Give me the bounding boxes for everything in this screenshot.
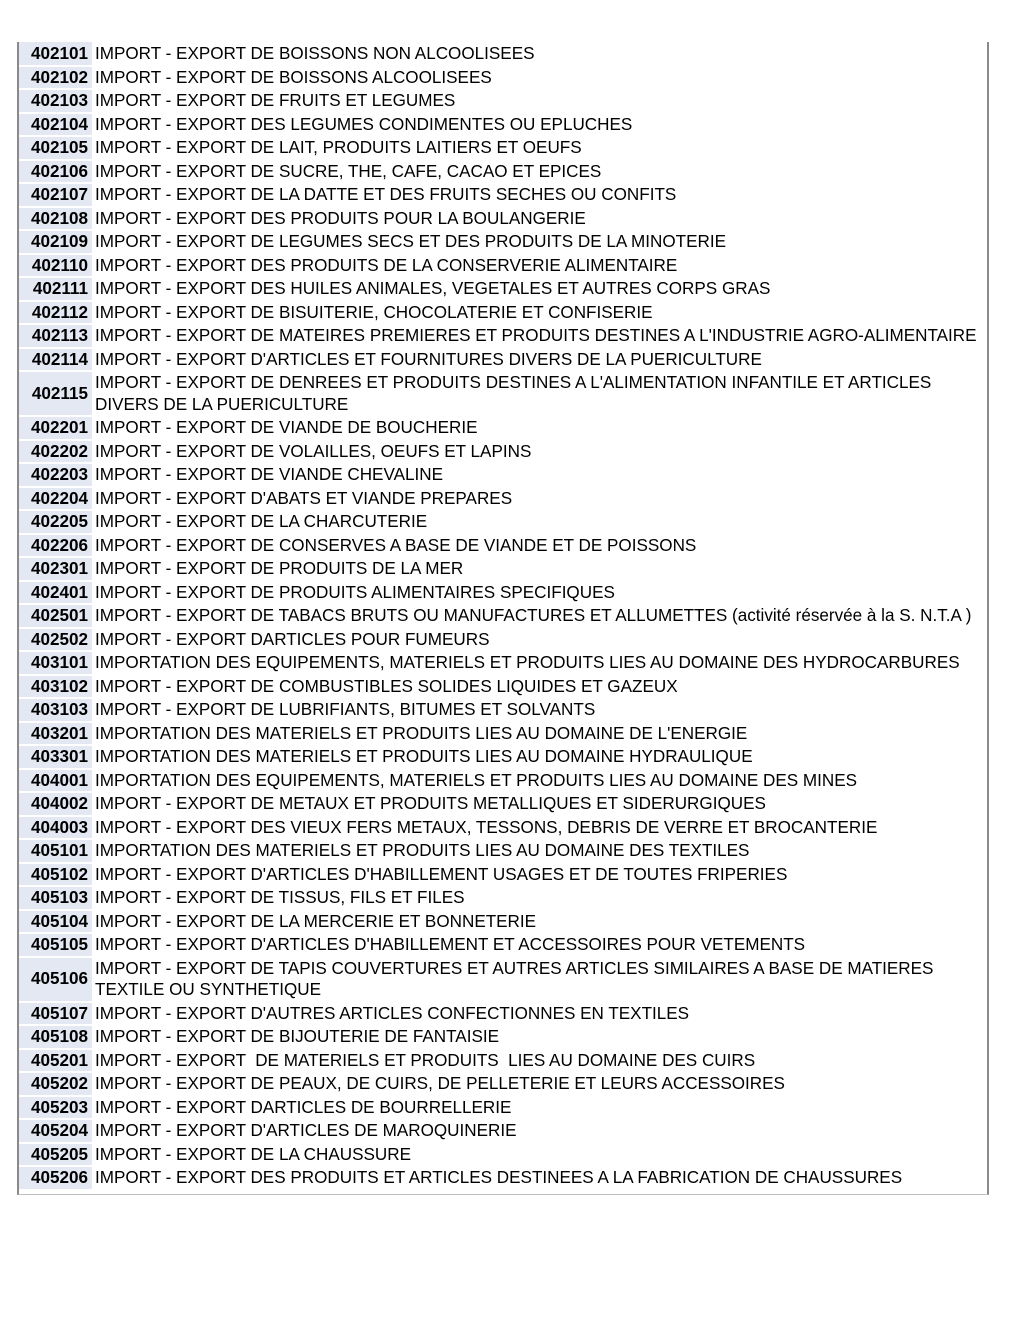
table-row	[19, 1025, 987, 1049]
activity-label: IMPORT - EXPORT DES PRODUITS DE LA CONSERVERIE ALIMENTAIRE	[95, 255, 678, 275]
table-row	[19, 510, 987, 534]
table-row	[19, 207, 987, 231]
table-row	[19, 463, 987, 487]
activity-code: 402205	[19, 510, 92, 534]
table-row	[19, 113, 987, 137]
activity-code: 402113	[19, 324, 92, 348]
table-row	[19, 910, 987, 934]
table-row	[19, 839, 987, 863]
table-row	[19, 1002, 987, 1026]
table-row	[19, 230, 987, 254]
activity-label: IMPORT - EXPORT D'ARTICLES D'HABILLEMENT USAGES ET DE TOUTES FRIPERIES	[95, 864, 788, 884]
activity-label: IMPORT - EXPORT DE VIANDE CHEVALINE	[95, 465, 443, 484]
activity-code: 402301	[19, 557, 92, 581]
activity-code: 402109	[19, 230, 92, 254]
activity-label: IMPORTATION DES EQUIPEMENTS, MATERIELS ET PRODUITS LIES AU DOMAINE DES MINES	[95, 770, 858, 790]
activity-label: IMPORT - EXPORT DE PRODUITS ALIMENTAIRES SPECIFIQUES	[95, 582, 615, 602]
activity-code: 405103	[19, 886, 92, 910]
activity-code: 402502	[19, 628, 92, 652]
activity-label: IMPORT - EXPORT DE LUBRIFIANTS, BITUMES ET SOLVANTS	[95, 700, 596, 719]
activity-code: 405106	[19, 957, 92, 1002]
activity-label: IMPORT - EXPORT DES PRODUITS ET ARTICLES DESTINEES A LA FABRICATION DE CHAUSSURES	[95, 1168, 903, 1187]
table-row	[19, 66, 987, 90]
activity-label: IMPORT - EXPORT DE LA MERCERIE ET BONNETERIE	[95, 911, 537, 931]
table-row	[19, 1166, 987, 1190]
activity-label: IMPORT - EXPORT DE MATERIELS ET PRODUITS LIES AU DOMAINE DES CUIRS	[95, 1050, 756, 1070]
table-row	[19, 628, 987, 652]
activity-label: IMPORT - EXPORT D'ABATS ET VIANDE PREPARES	[95, 488, 513, 508]
table-row	[19, 557, 987, 581]
table-row	[19, 324, 987, 348]
activity-code: 402106	[19, 160, 92, 184]
activity-label: IMPORTATION DES EQUIPEMENTS, MATERIELS ET PRODUITS LIES AU DOMAINE DES HYDROCARBURES	[95, 653, 960, 672]
table-row	[19, 416, 987, 440]
activity-label: IMPORT - EXPORT DE BIJOUTERIE DE FANTAISIE	[95, 1027, 499, 1046]
activity-code: 402114	[19, 348, 92, 372]
activity-label: IMPORTATION DES MATERIELS ET PRODUITS LIES AU DOMAINE DES TEXTILES	[95, 841, 750, 860]
activity-label: IMPORT - EXPORT DARTICLES POUR FUMEURS	[95, 629, 490, 649]
activity-code: 405102	[19, 863, 92, 887]
activity-code: 403101	[19, 651, 92, 675]
activity-code: 402206	[19, 534, 92, 558]
table-row	[19, 933, 987, 957]
activity-code: 402104	[19, 113, 92, 137]
table-row	[19, 42, 987, 66]
table-row	[19, 581, 987, 605]
activity-label: IMPORT - EXPORT DE LAIT, PRODUITS LAITIERS ET OEUFS	[95, 138, 582, 157]
activity-label: IMPORT - EXPORT DES PRODUITS POUR LA BOULANGERIE	[95, 208, 586, 228]
table-row	[19, 534, 987, 558]
table-row	[19, 487, 987, 511]
activity-code: 405203	[19, 1096, 92, 1120]
activity-code: 405204	[19, 1119, 92, 1143]
activity-label: IMPORT - EXPORT DE MATEIRES PREMIERES ET PRODUITS DESTINES A L'INDUSTRIE AGRO-ALIMENTAIRE	[95, 326, 977, 345]
activity-code: 402105	[19, 136, 92, 160]
activity-label: IMPORTATION DES MATERIELS ET PRODUITS LIES AU DOMAINE DE L'ENERGIE	[95, 723, 748, 743]
table-row	[19, 348, 987, 372]
activity-label: IMPORT - EXPORT DE PRODUITS DE LA MER	[95, 559, 464, 578]
activity-label: IMPORT - EXPORT DES HUILES ANIMALES, VEGETALES ET AUTRES CORPS GRAS	[95, 279, 771, 298]
activity-code: 403201	[19, 722, 92, 746]
activity-code: 402501	[19, 604, 92, 628]
table-row	[19, 136, 987, 160]
table-row	[19, 183, 987, 207]
table-row	[19, 769, 987, 793]
table-row	[19, 254, 987, 278]
activity-code: 404001	[19, 769, 92, 793]
activity-label: IMPORT - EXPORT DE METAUX ET PRODUITS METALLIQUES ET SIDERURGIQUES	[95, 794, 766, 813]
activity-label: IMPORT - EXPORT D'ARTICLES D'HABILLEMENT ET ACCESSOIRES POUR VETEMENTS	[95, 935, 806, 954]
activity-code: 402202	[19, 440, 92, 464]
table-row	[19, 1143, 987, 1167]
activity-code: 402108	[19, 207, 92, 231]
activity-code: 402204	[19, 487, 92, 511]
table-row	[19, 1049, 987, 1073]
activity-label: IMPORT - EXPORT D'AUTRES ARTICLES CONFECTIONNES EN TEXTILES	[95, 1003, 690, 1023]
activity-code: 405108	[19, 1025, 92, 1049]
activity-label: IMPORT - EXPORT DE VIANDE DE BOUCHERIE	[95, 418, 478, 437]
activity-code: 405206	[19, 1166, 92, 1190]
activity-code: 405202	[19, 1072, 92, 1096]
activity-label: IMPORT - EXPORT DE PEAUX, DE CUIRS, DE PELLETERIE ET LEURS ACCESSOIRES	[95, 1074, 785, 1093]
activity-code: 402103	[19, 89, 92, 113]
activity-code: 405107	[19, 1002, 92, 1026]
table-row	[19, 722, 987, 746]
activity-label: IMPORT - EXPORT DE DENREES ET PRODUITS DESTINES A L'ALIMENTATION INFANTILE ET ARTICLES DIVERS DE LA PUERICULTURE	[95, 373, 937, 414]
activity-code: 405205	[19, 1143, 92, 1167]
activity-label: IMPORT - EXPORT DE BISUITERIE, CHOCOLATERIE ET CONFISERIE	[95, 302, 653, 322]
activity-label: IMPORT - EXPORT DE SUCRE, THE, CAFE, CACAO ET EPICES	[95, 161, 602, 181]
activity-code: 403102	[19, 675, 92, 699]
table-row	[19, 371, 987, 416]
activity-label: IMPORT - EXPORT DE CONSERVES A BASE DE VIANDE ET DE POISSONS	[95, 535, 697, 555]
activity-label: IMPORT - EXPORT DE FRUITS ET LEGUMES	[95, 91, 456, 110]
activity-label: IMPORT - EXPORT D'ARTICLES DE MAROQUINERIE	[95, 1121, 517, 1140]
table-row	[19, 277, 987, 301]
activity-code: 405105	[19, 933, 92, 957]
activity-label: IMPORT - EXPORT DES VIEUX FERS METAUX, TESSONS, DEBRIS DE VERRE ET BROCANTERIE	[95, 817, 878, 837]
table-row	[19, 604, 987, 628]
table-row	[19, 301, 987, 325]
table-row	[19, 89, 987, 113]
activity-code: 402401	[19, 581, 92, 605]
activity-code: 402115	[19, 371, 92, 416]
table-row	[19, 440, 987, 464]
table-row	[19, 886, 987, 910]
activity-label: IMPORT - EXPORT DE LA DATTE ET DES FRUITS SECHES OU CONFITS	[95, 185, 677, 204]
table-row	[19, 863, 987, 887]
activity-label: IMPORT - EXPORT DE TABACS BRUTS OU MANUFACTURES ET ALLUMETTES (activité réservée à la S. N.T.A )	[95, 606, 972, 625]
table-row	[19, 816, 987, 840]
table-row	[19, 745, 987, 769]
activity-code: 402101	[19, 42, 92, 66]
activity-code: 404002	[19, 792, 92, 816]
activity-label: IMPORT - EXPORT DE COMBUSTIBLES SOLIDES LIQUIDES ET GAZEUX	[95, 676, 678, 696]
activity-label: IMPORT - EXPORT DE LA CHARCUTERIE	[95, 512, 428, 531]
activity-code: 403301	[19, 745, 92, 769]
activity-label: IMPORT - EXPORT DE TAPIS COUVERTURES ET AUTRES ARTICLES SIMILAIRES A BASE DE MATIERES TEXTILE OU SYNTHETIQUE	[95, 958, 938, 999]
activity-code: 402112	[19, 301, 92, 325]
activity-label: IMPORT - EXPORT D'ARTICLES ET FOURNITURES DIVERS DE LA PUERICULTURE	[95, 349, 762, 369]
activity-code-table-frame	[17, 42, 989, 1195]
activity-code: 402102	[19, 66, 92, 90]
activity-code: 402110	[19, 254, 92, 278]
table-row	[19, 1119, 987, 1143]
table-body	[19, 42, 987, 1190]
activity-code: 405104	[19, 910, 92, 934]
activity-label: IMPORT - EXPORT DES LEGUMES CONDIMENTES OU EPLUCHES	[95, 114, 633, 134]
activity-label: IMPORTATION DES MATERIELS ET PRODUITS LIES AU DOMAINE HYDRAULIQUE	[95, 747, 753, 766]
activity-label: IMPORT - EXPORT DE LEGUMES SECS ET DES PRODUITS DE LA MINOTERIE	[95, 232, 727, 251]
table-row	[19, 675, 987, 699]
activity-code: 402201	[19, 416, 92, 440]
activity-code: 402203	[19, 463, 92, 487]
activity-label: IMPORT - EXPORT DE BOISSONS NON ALCOOLISEES	[95, 44, 535, 63]
table-row	[19, 651, 987, 675]
table-row	[19, 160, 987, 184]
activity-code: 405201	[19, 1049, 92, 1073]
table-row	[19, 792, 987, 816]
activity-code: 405101	[19, 839, 92, 863]
table-row	[19, 957, 987, 1002]
activity-code-table	[19, 42, 987, 1191]
activity-code: 402111	[19, 277, 92, 301]
activity-label: IMPORT - EXPORT DE LA CHAUSSURE	[95, 1144, 411, 1164]
activity-label: IMPORT - EXPORT DE TISSUS, FILS ET FILES	[95, 888, 465, 907]
activity-code: 404003	[19, 816, 92, 840]
activity-label: IMPORT - EXPORT DE VOLAILLES, OEUFS ET LAPINS	[95, 441, 532, 461]
activity-code: 403103	[19, 698, 92, 722]
activity-label: IMPORT - EXPORT DE BOISSONS ALCOOLISEES	[95, 67, 492, 87]
activity-code: 402107	[19, 183, 92, 207]
table-row	[19, 1096, 987, 1120]
table-row	[19, 1072, 987, 1096]
table-row	[19, 698, 987, 722]
activity-label: IMPORT - EXPORT DARTICLES DE BOURRELLERIE	[95, 1097, 512, 1117]
